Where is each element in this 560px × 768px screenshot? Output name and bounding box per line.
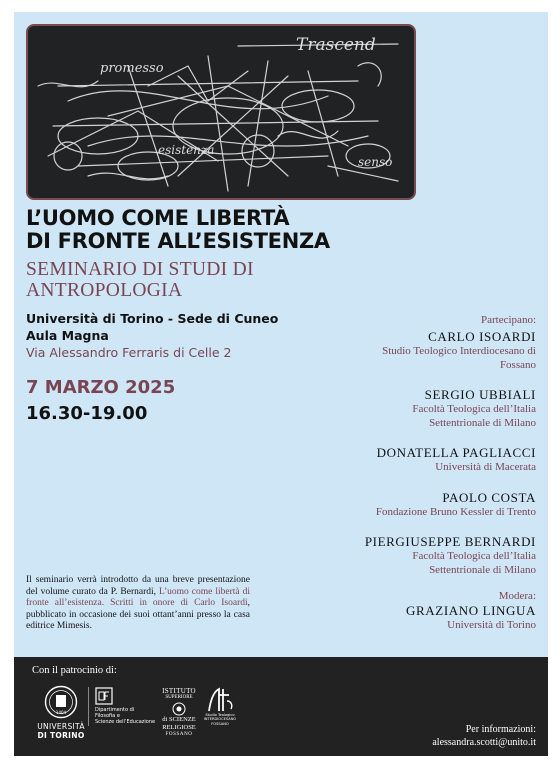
venue-block <box>26 310 278 361</box>
intro-text: Il seminario verrà introdotto da una breve presentazione del volume curato da P. Bernardi, <box>26 575 250 597</box>
dfe-icon <box>95 687 113 705</box>
issr-emblem-icon <box>172 702 186 716</box>
event-date: 7 MARZO 2025 <box>26 377 176 398</box>
info-email[interactable]: alessandra.scotti@unito.it <box>432 737 536 748</box>
speaker-name: CARLO ISOARDI <box>428 329 536 344</box>
unito-name-line2: DI TORINO <box>37 731 85 740</box>
moderator-name: GRAZIANO LINGUA <box>406 603 536 618</box>
chalk-word-3: esistenza <box>158 143 215 157</box>
moderator-affiliation: Università di Torino <box>447 619 536 631</box>
speaker-affiliation: Università di Macerata <box>435 461 536 473</box>
speaker-affiliation: Fossano <box>499 358 536 371</box>
info-label: Per informazioni: <box>465 724 536 735</box>
speaker <box>316 329 536 372</box>
speaker-affiliation: Settentrionale di Milano <box>429 416 536 429</box>
issr-line1: ISTITUTO <box>162 687 196 695</box>
chalk-word-2: promesso <box>100 61 164 76</box>
speaker-affiliation: Facoltà Teologica dell’Italia <box>412 550 536 562</box>
unito-name-line1: UNIVERSITÀ <box>37 722 85 731</box>
poster <box>14 12 548 756</box>
speaker-name: PAOLO COSTA <box>442 489 536 505</box>
sti-emblem-icon <box>205 687 235 713</box>
chalk-word-1: Trascend <box>296 35 376 55</box>
speaker-affiliation: Studio Teologico Interdiocesano di <box>382 345 536 357</box>
speaker-name: SERGIO UBBIALI <box>424 387 536 402</box>
blackboard-image <box>26 24 416 200</box>
moderator <box>316 590 536 633</box>
footer-bar <box>14 657 548 756</box>
event-subtitle <box>26 259 356 301</box>
event-title <box>26 207 456 253</box>
issr-line5: FOSSANO <box>165 732 193 737</box>
event-subtitle-line1: SEMINARIO DI STUDI DI <box>26 259 254 280</box>
issr-line4: RELIGIOSE <box>162 723 196 731</box>
issr-logo <box>156 687 202 738</box>
sti-line3: FOSSANO <box>211 721 229 726</box>
venue-address: Via Alessandro Ferraris di Celle 2 <box>26 345 232 360</box>
unito-seal-year: 1404 <box>55 710 67 715</box>
speaker <box>316 490 536 520</box>
sti-line1: Studio Teologico <box>205 713 235 717</box>
moderator-label: Modera: <box>498 590 536 602</box>
venue-room: Aula Magna <box>26 328 109 343</box>
speakers-list <box>316 314 536 633</box>
sti-line2: INTERDIOCESANO <box>203 717 237 722</box>
event-title-line1: L’UOMO COME LIBERTÀ <box>26 206 290 230</box>
speaker <box>316 387 536 430</box>
speaker-name: PIERGIUSEPPE BERNARDI <box>364 534 536 549</box>
intro-text-end: , pubblicato in occasione dei suoi ottant’anni presso la casa editrice Mimesis. <box>26 598 250 631</box>
unito-seal-icon <box>44 685 78 719</box>
chalk-scribbles <box>28 26 414 198</box>
speaker <box>316 534 536 577</box>
dfe-name-line2: Filosofia e <box>95 713 120 720</box>
contact-info <box>432 723 536 749</box>
intro-paragraph <box>26 575 250 633</box>
sti-logo <box>200 687 240 726</box>
participants-label: Partecipano: <box>481 314 536 326</box>
patronage-label: Con il patrocinio di: <box>32 665 117 676</box>
event-time: 16.30-19.00 <box>26 403 148 424</box>
dfe-name-line3: Scienze dell’Educazione <box>95 719 156 726</box>
speaker-affiliation: Settentrionale di Milano <box>429 563 536 576</box>
speaker-name: DONATELLA PAGLIACCI <box>376 445 536 460</box>
venue-university: Università di Torino - Sede di Cuneo <box>26 311 279 326</box>
issr-line3: di SCIENZE <box>162 716 196 723</box>
speaker-affiliation: Facoltà Teologica dell’Italia <box>412 403 536 415</box>
issr-line2: SUPERIORE <box>165 695 193 700</box>
unito-logo <box>30 685 92 740</box>
speaker-affiliation: Fondazione Bruno Kessler di Trento <box>375 505 536 518</box>
event-title-line2: DI FRONTE ALL’ESISTENZA <box>26 229 330 253</box>
dfe-name-line1: Dipartimento di <box>95 707 135 713</box>
speaker <box>316 445 536 475</box>
event-subtitle-line2: ANTROPOLOGIA <box>26 280 183 301</box>
book-title: L’uomo come libertà di fronte all’esistenza. Scritti in onore di Carlo Isoardi <box>26 586 250 608</box>
chalk-word-4: senso <box>358 155 393 169</box>
